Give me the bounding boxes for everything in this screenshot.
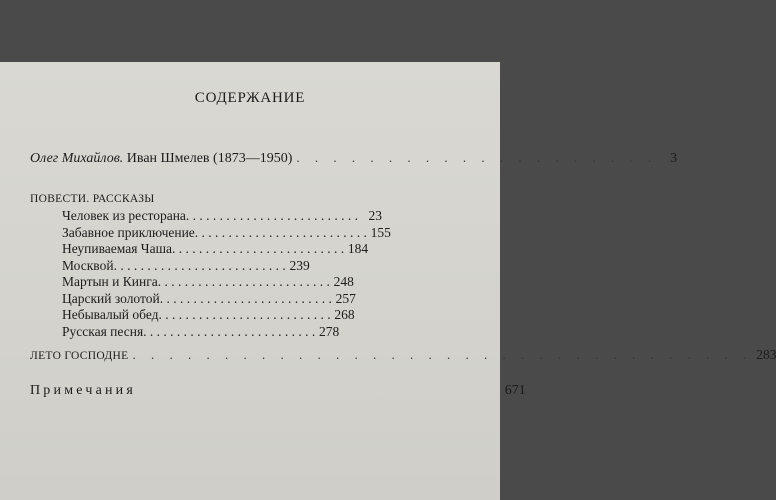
toc-entry xyxy=(62,208,470,225)
dot-leader: . . . . . . . . . . . . . . . . . . . . . . . . . . xyxy=(113,257,286,273)
story-page-number: 248 xyxy=(333,274,354,289)
toc-entry-intro xyxy=(30,150,678,167)
page-title: СОДЕРЖАНИЕ xyxy=(194,90,306,106)
notes-spacer xyxy=(140,382,501,398)
dot-leader: . . . . . . . . . . . . . . . . . . . . . . . . . . xyxy=(158,307,331,322)
story-page-number: 23 xyxy=(368,208,383,223)
dot-leader: . . . . . . . . . . . . . . . . . . . . . . . . . . . . . . . . . . xyxy=(132,347,753,362)
story-page-number: 239 xyxy=(289,257,310,273)
story-title: Человек из ресторана xyxy=(62,208,186,223)
book-page xyxy=(0,62,776,500)
story-page-number: 184 xyxy=(347,241,369,256)
story-title: Небывалый обед xyxy=(62,307,159,322)
notes-page-number: 671 xyxy=(504,383,526,398)
story-page-number: 268 xyxy=(334,307,355,322)
section-heading-leto: ЛЕТО ГОСПОДНЕ xyxy=(30,350,129,362)
dot-leader: . . . . . . . . . . . . . . . . . . . . . . . . . . xyxy=(185,208,359,223)
toc-entry xyxy=(62,225,470,242)
dot-leader: . . . . . . . . . . . . . . . . . . . . . . . . . . xyxy=(171,241,345,256)
story-title: Неупиваемая Чаша xyxy=(62,241,172,256)
story-title: Москвой xyxy=(62,257,114,273)
story-title: Забавное приключение xyxy=(62,224,195,240)
section-heading-stories: ПОВЕСТИ. РАССКАЗЫ xyxy=(30,193,155,205)
story-title: Русская песня xyxy=(62,323,144,339)
notes-label: Примечания xyxy=(30,383,137,398)
story-page-number: 257 xyxy=(335,290,356,306)
dot-leader: . . . . . . . . . . . . . . . . . . . . . . . . . . xyxy=(143,323,316,339)
toc-entry xyxy=(62,258,470,275)
intro-author: Олег Михайлов. xyxy=(30,151,124,166)
intro-label xyxy=(30,151,292,167)
toc-entry xyxy=(62,274,470,291)
toc-entry xyxy=(62,307,470,324)
toc-entry-notes xyxy=(30,382,526,399)
toc-entry xyxy=(62,291,470,308)
dot-leader: . . . . . . . . . . . . . . . . . . . . . . . . . . xyxy=(157,274,330,289)
story-title: Царский золотой xyxy=(62,290,160,306)
story-page-number: 278 xyxy=(319,323,340,339)
story-list xyxy=(62,208,470,340)
toc-entry xyxy=(62,241,470,258)
intro-page-number: 3 xyxy=(670,151,678,166)
intro-title: Иван Шмелев (1873—1950) xyxy=(123,151,293,166)
dot-leader: . . . . . . . . . . . . . . . . . . . . xyxy=(296,150,658,165)
dot-leader: . . . . . . . . . . . . . . . . . . . . . . . . . . xyxy=(159,290,332,306)
leto-page-number: 283 xyxy=(756,347,776,362)
toc-entry-leto-gospodne xyxy=(30,347,776,363)
story-title: Мартын и Кинга xyxy=(62,274,158,289)
dot-leader: . . . . . . . . . . . . . . . . . . . . . . . . . . xyxy=(194,224,367,240)
story-page-number: 155 xyxy=(370,224,391,240)
toc-entry xyxy=(62,324,470,341)
